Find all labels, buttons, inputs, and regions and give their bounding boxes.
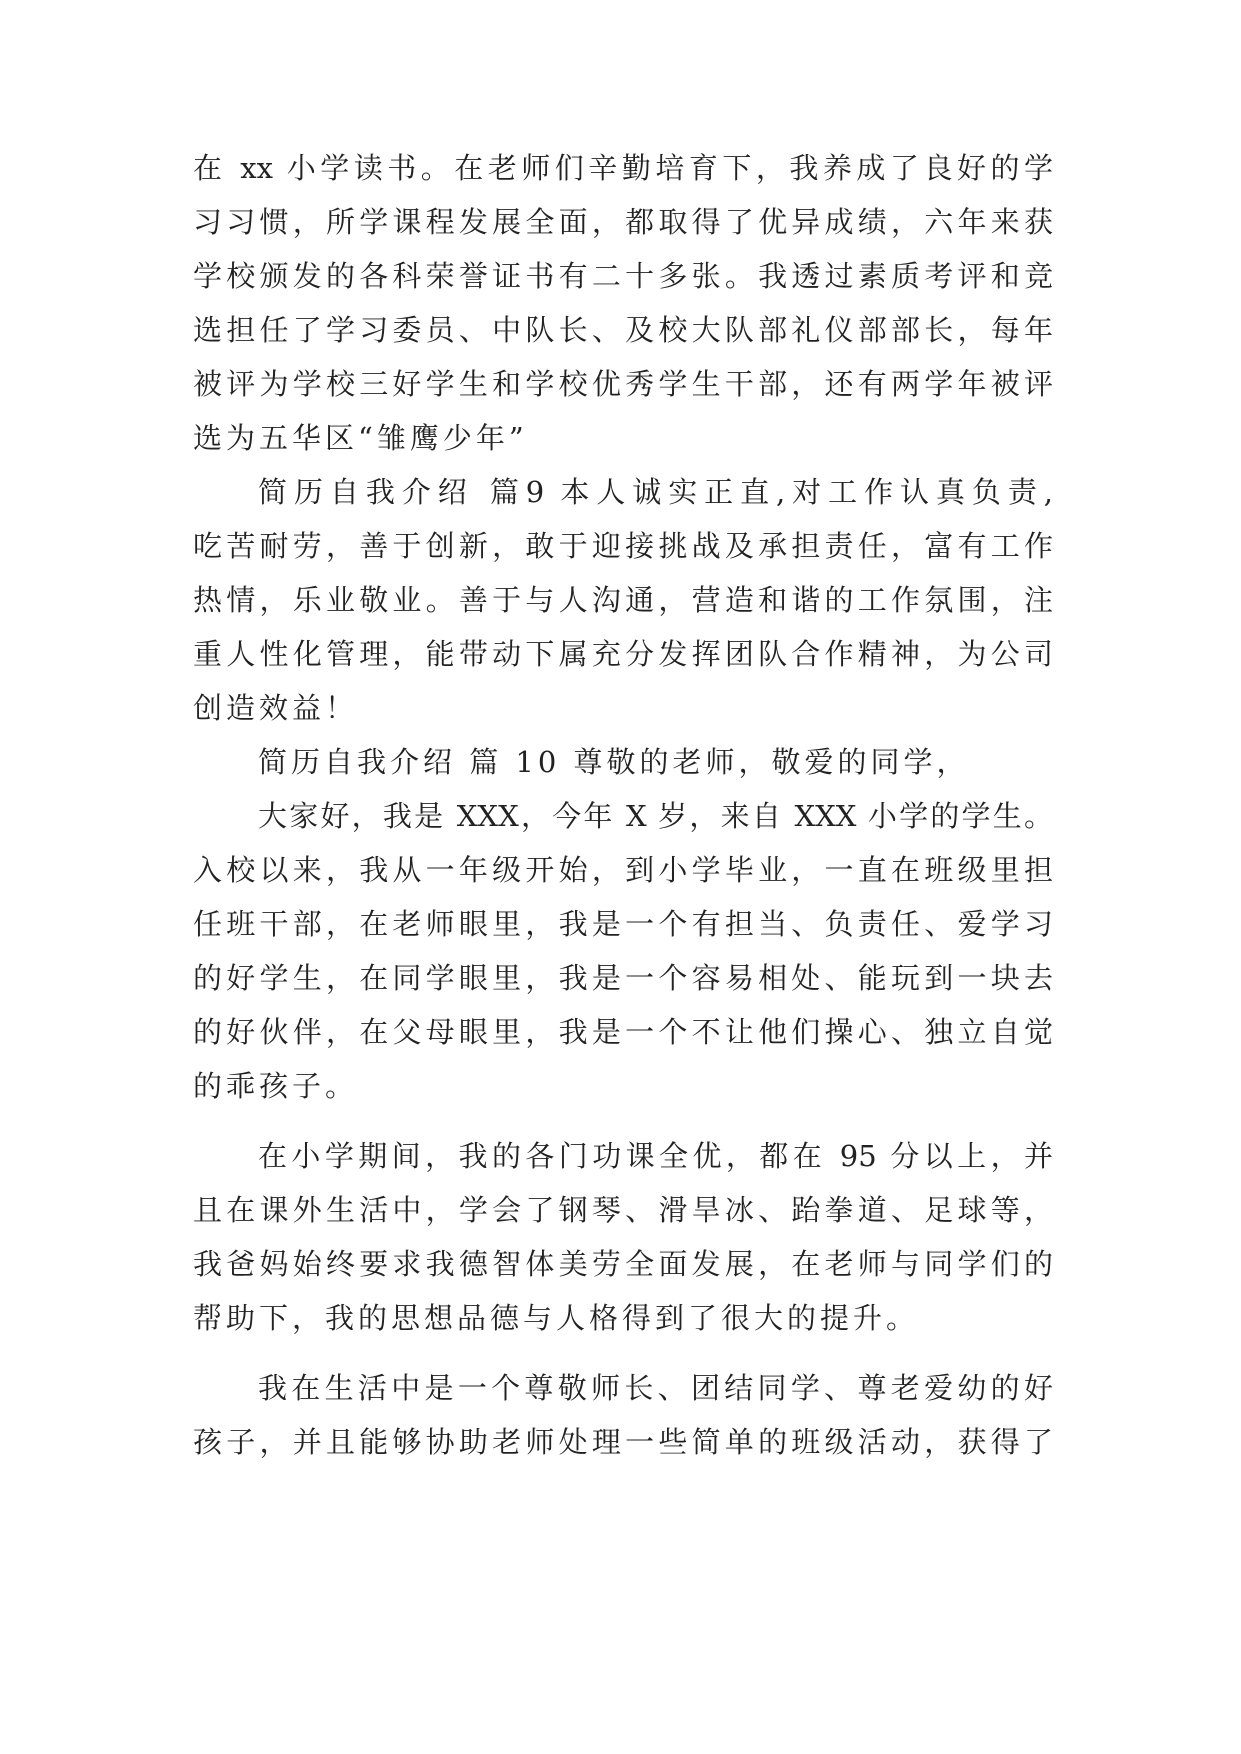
text-line: 在 xx 小学读书。在老师们辛勤培育下，我养成了良好的学 <box>193 151 1053 185</box>
section-heading-line: 简历自我介绍 篇 10 尊敬的老师，敬爱的同学， <box>258 745 970 779</box>
text-line: 热情，乐业敬业。善于与人沟通，营造和谐的工作氛围，注 <box>193 583 1053 617</box>
text-line: 的好伙伴，在父母眼里，我是一个不让他们操心、独立自觉 <box>193 1015 1053 1049</box>
text-line: 学校颁发的各科荣誉证书有二十多张。我透过素质考评和竞 <box>193 259 1053 293</box>
text-line: 入校以来，我从一年级开始，到小学毕业，一直在班级里担 <box>193 853 1053 887</box>
text-line: 选担任了学习委员、中队长、及校大队部礼仪部部长，每年 <box>193 313 1053 347</box>
text-line: 的乖孩子。 <box>193 1069 359 1103</box>
text-line: 创造效益！ <box>193 691 359 725</box>
text-line: 大家好，我是 XXX，今年 X 岁，来自 XXX 小学的学生。 <box>258 799 1053 833</box>
text-line: 孩子，并且能够协助老师处理一些简单的班级活动，获得了 <box>193 1425 1053 1459</box>
text-line: 在小学期间，我的各门功课全优，都在 95 分以上，并 <box>258 1139 1053 1173</box>
text-line: 重人性化管理，能带动下属充分发挥团队合作精神，为公司 <box>193 637 1053 671</box>
text-line: 任班干部，在老师眼里，我是一个有担当、负责任、爱学习 <box>193 907 1053 941</box>
text-line: 被评为学校三好学生和学校优秀学生干部，还有两学年被评 <box>193 367 1053 401</box>
text-line: 且在课外生活中，学会了钢琴、滑旱冰、跆拳道、足球等， <box>193 1193 1053 1227</box>
text-line: 的好学生，在同学眼里，我是一个容易相处、能玩到一块去 <box>193 961 1053 995</box>
section-heading-line: 简历自我介绍 篇9 本人诚实正直,对工作认真负责, <box>258 475 1053 509</box>
text-line: 我在生活中是一个尊敬师长、团结同学、尊老爱幼的好 <box>258 1371 1053 1405</box>
text-line: 吃苦耐劳，善于创新，敢于迎接挑战及承担责任，富有工作 <box>193 529 1053 563</box>
text-line: 我爸妈始终要求我德智体美劳全面发展，在老师与同学们的 <box>193 1247 1053 1281</box>
text-line: 习习惯，所学课程发展全面，都取得了优异成绩，六年来获 <box>193 205 1053 239</box>
text-line: 选为五华区“雏鹰少年” <box>193 421 528 455</box>
text-line: 帮助下，我的思想品德与人格得到了很大的提升。 <box>193 1301 920 1335</box>
